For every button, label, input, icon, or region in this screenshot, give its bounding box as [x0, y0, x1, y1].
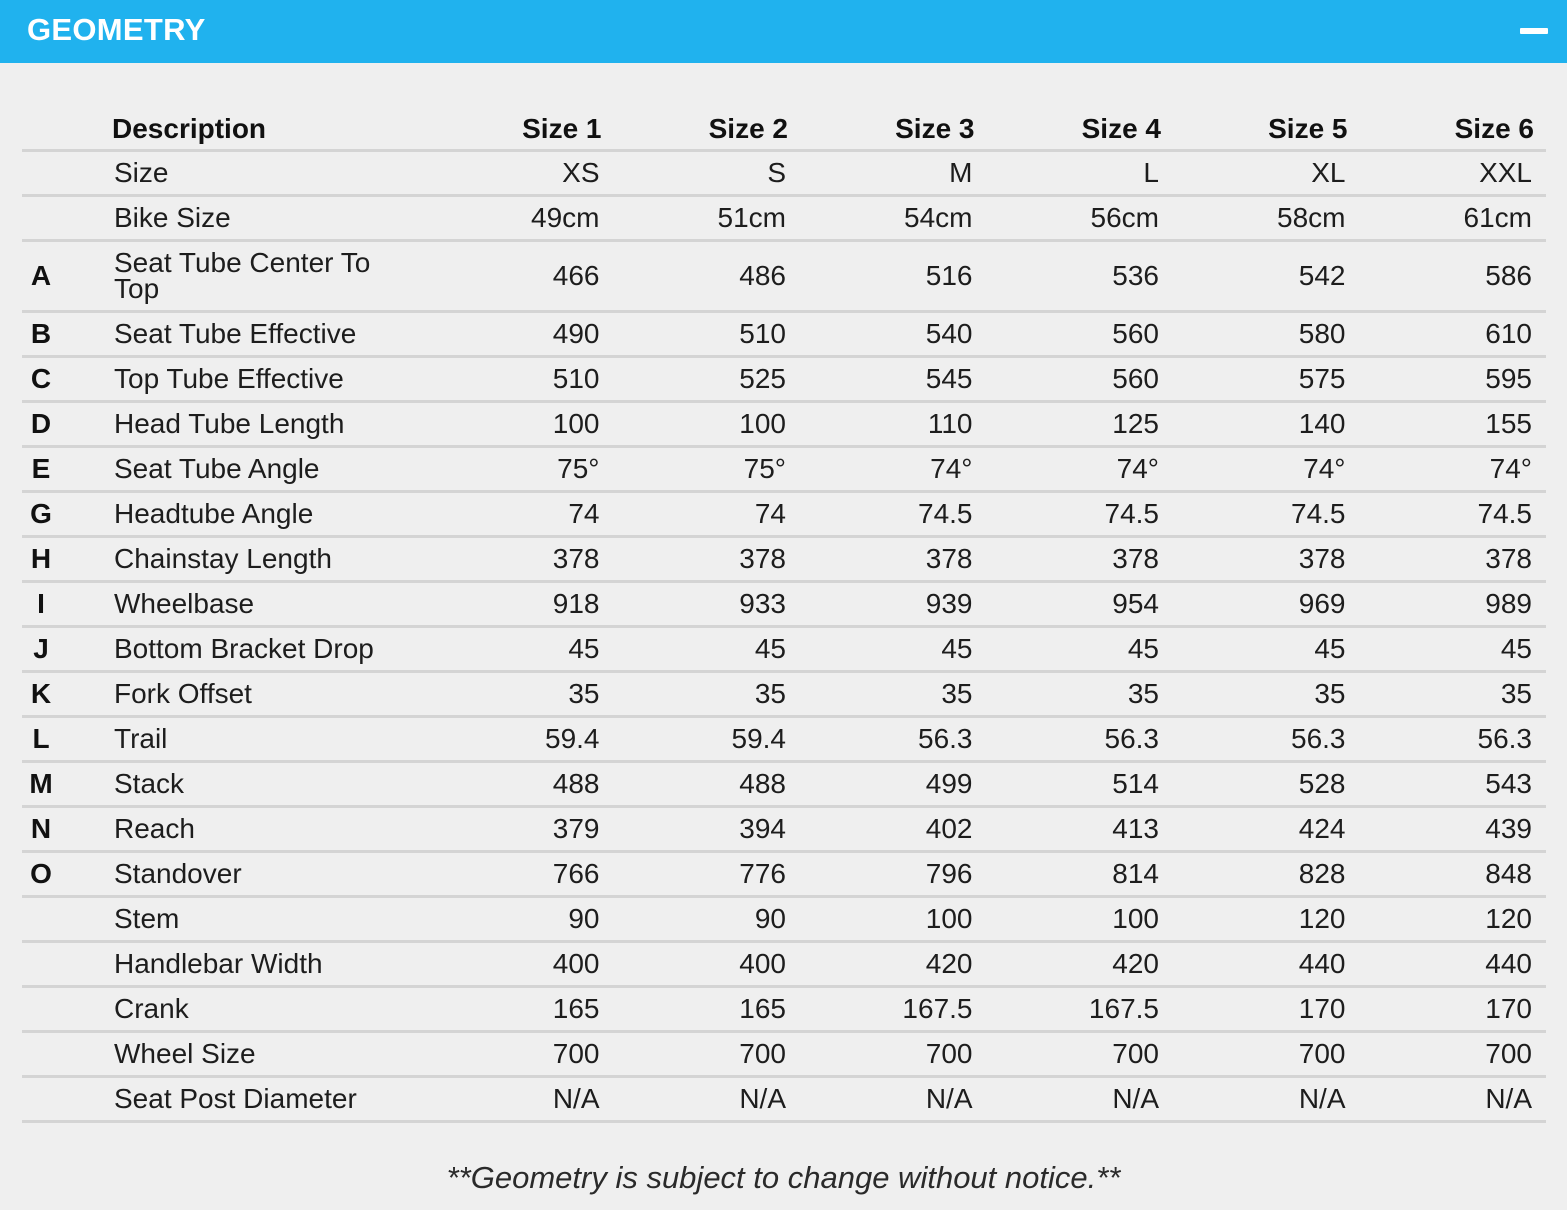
- geometry-section-header[interactable]: [0, 0, 1567, 63]
- row-letter: H: [22, 537, 112, 582]
- table-row: [22, 151, 1546, 196]
- size-3-value: 540: [800, 312, 987, 357]
- table-row: [22, 312, 1546, 357]
- row-description: Handlebar Width: [112, 942, 427, 987]
- size-1-value: 918: [427, 582, 614, 627]
- size-4-value: 560: [987, 312, 1174, 357]
- size-6-value: XXL: [1360, 151, 1547, 196]
- row-letter: I: [22, 582, 112, 627]
- row-letter: B: [22, 312, 112, 357]
- row-letter: [22, 987, 112, 1032]
- size-5-value: 580: [1173, 312, 1360, 357]
- size-5-value: 74°: [1173, 447, 1360, 492]
- table-row: [22, 627, 1546, 672]
- size-6-value: 595: [1360, 357, 1547, 402]
- size-2-value: 510: [614, 312, 801, 357]
- size-3-value: 499: [800, 762, 987, 807]
- size-5-value: 56.3: [1173, 717, 1360, 762]
- size-2-value: 394: [614, 807, 801, 852]
- row-letter: E: [22, 447, 112, 492]
- size-1-value: 378: [427, 537, 614, 582]
- size-6-value: 543: [1360, 762, 1547, 807]
- table-row: [22, 492, 1546, 537]
- size-4-value: 167.5: [987, 987, 1174, 1032]
- size-4-value: 100: [987, 897, 1174, 942]
- size-3-value: 939: [800, 582, 987, 627]
- size-2-value: 59.4: [614, 717, 801, 762]
- row-description: Seat Tube Angle: [112, 447, 427, 492]
- row-letter: [22, 196, 112, 241]
- table-row: [22, 942, 1546, 987]
- row-letter: G: [22, 492, 112, 537]
- size-4-value: 56cm: [987, 196, 1174, 241]
- size-6-value: 439: [1360, 807, 1547, 852]
- column-header-size-6: Size 6: [1360, 102, 1547, 151]
- column-header-size-4: Size 4: [987, 102, 1174, 151]
- size-1-value: 45: [427, 627, 614, 672]
- size-1-value: XS: [427, 151, 614, 196]
- row-letter: [22, 942, 112, 987]
- table-body: [22, 151, 1546, 1122]
- size-3-value: 420: [800, 942, 987, 987]
- row-description: Bottom Bracket Drop: [112, 627, 427, 672]
- size-5-value: 424: [1173, 807, 1360, 852]
- size-5-value: 170: [1173, 987, 1360, 1032]
- row-description: Wheel Size: [112, 1032, 427, 1077]
- size-1-value: 466: [427, 241, 614, 312]
- row-description: Seat Tube Center To Top: [112, 241, 427, 312]
- size-1-value: 379: [427, 807, 614, 852]
- column-header-size-2: Size 2: [614, 102, 801, 151]
- row-letter: K: [22, 672, 112, 717]
- size-2-value: S: [614, 151, 801, 196]
- minus-icon: [1520, 28, 1548, 34]
- table-row: [22, 762, 1546, 807]
- size-5-value: 140: [1173, 402, 1360, 447]
- table-row: [22, 852, 1546, 897]
- size-3-value: 74.5: [800, 492, 987, 537]
- size-2-value: 35: [614, 672, 801, 717]
- size-6-value: 120: [1360, 897, 1547, 942]
- size-2-value: 90: [614, 897, 801, 942]
- row-letter: [22, 1077, 112, 1122]
- size-6-value: 155: [1360, 402, 1547, 447]
- table-row: [22, 196, 1546, 241]
- column-header-size-5: Size 5: [1173, 102, 1360, 151]
- row-description: Crank: [112, 987, 427, 1032]
- size-5-value: 528: [1173, 762, 1360, 807]
- size-1-value: 59.4: [427, 717, 614, 762]
- size-2-value: 486: [614, 241, 801, 312]
- size-5-value: 58cm: [1173, 196, 1360, 241]
- size-4-value: L: [987, 151, 1174, 196]
- row-description: Head Tube Length: [112, 402, 427, 447]
- row-description: Seat Tube Effective: [112, 312, 427, 357]
- row-letter: J: [22, 627, 112, 672]
- row-description: Wheelbase: [112, 582, 427, 627]
- size-3-value: 74°: [800, 447, 987, 492]
- table-row: [22, 582, 1546, 627]
- size-3-value: 100: [800, 897, 987, 942]
- row-letter: O: [22, 852, 112, 897]
- size-1-value: 400: [427, 942, 614, 987]
- size-6-value: 378: [1360, 537, 1547, 582]
- size-6-value: 74.5: [1360, 492, 1547, 537]
- table-row: [22, 1077, 1546, 1122]
- size-4-value: 814: [987, 852, 1174, 897]
- size-4-value: 45: [987, 627, 1174, 672]
- size-2-value: 378: [614, 537, 801, 582]
- size-4-value: N/A: [987, 1077, 1174, 1122]
- size-4-value: 536: [987, 241, 1174, 312]
- size-2-value: 525: [614, 357, 801, 402]
- size-6-value: 610: [1360, 312, 1547, 357]
- size-3-value: 54cm: [800, 196, 987, 241]
- table-row: [22, 241, 1546, 312]
- size-1-value: 74: [427, 492, 614, 537]
- row-letter: [22, 151, 112, 196]
- size-4-value: 56.3: [987, 717, 1174, 762]
- size-6-value: 74°: [1360, 447, 1547, 492]
- row-description: Seat Post Diameter: [112, 1077, 427, 1122]
- size-3-value: 45: [800, 627, 987, 672]
- row-description: Reach: [112, 807, 427, 852]
- size-3-value: 110: [800, 402, 987, 447]
- size-1-value: 700: [427, 1032, 614, 1077]
- size-6-value: 848: [1360, 852, 1547, 897]
- row-letter: A: [22, 241, 112, 312]
- row-description: Stem: [112, 897, 427, 942]
- size-4-value: 125: [987, 402, 1174, 447]
- size-4-value: 378: [987, 537, 1174, 582]
- size-4-value: 35: [987, 672, 1174, 717]
- column-header-size-1: Size 1: [427, 102, 614, 151]
- size-3-value: 516: [800, 241, 987, 312]
- size-4-value: 514: [987, 762, 1174, 807]
- size-6-value: 170: [1360, 987, 1547, 1032]
- collapse-button[interactable]: [1507, 0, 1567, 63]
- row-letter: M: [22, 762, 112, 807]
- table-row: [22, 1032, 1546, 1077]
- size-3-value: 402: [800, 807, 987, 852]
- row-description: Top Tube Effective: [112, 357, 427, 402]
- size-3-value: 796: [800, 852, 987, 897]
- size-3-value: M: [800, 151, 987, 196]
- column-header-size-3: Size 3: [800, 102, 987, 151]
- row-letter: [22, 1032, 112, 1077]
- size-1-value: 49cm: [427, 196, 614, 241]
- size-5-value: 120: [1173, 897, 1360, 942]
- size-5-value: 45: [1173, 627, 1360, 672]
- size-2-value: 776: [614, 852, 801, 897]
- size-5-value: 542: [1173, 241, 1360, 312]
- size-5-value: 828: [1173, 852, 1360, 897]
- size-1-value: 75°: [427, 447, 614, 492]
- row-description: Trail: [112, 717, 427, 762]
- row-letter: N: [22, 807, 112, 852]
- table-row: [22, 537, 1546, 582]
- letter-column-header: [22, 102, 112, 151]
- size-2-value: 933: [614, 582, 801, 627]
- row-letter: C: [22, 357, 112, 402]
- size-1-value: 488: [427, 762, 614, 807]
- size-1-value: 490: [427, 312, 614, 357]
- size-5-value: XL: [1173, 151, 1360, 196]
- size-3-value: 56.3: [800, 717, 987, 762]
- column-header-description: Description: [112, 102, 427, 151]
- row-description: Size: [112, 151, 427, 196]
- size-2-value: 400: [614, 942, 801, 987]
- size-1-value: 165: [427, 987, 614, 1032]
- size-6-value: 586: [1360, 241, 1547, 312]
- row-letter: D: [22, 402, 112, 447]
- table-row: [22, 402, 1546, 447]
- size-6-value: 61cm: [1360, 196, 1547, 241]
- size-2-value: 45: [614, 627, 801, 672]
- table-row: [22, 717, 1546, 762]
- row-description: Chainstay Length: [112, 537, 427, 582]
- size-6-value: 56.3: [1360, 717, 1547, 762]
- size-6-value: 989: [1360, 582, 1547, 627]
- size-3-value: N/A: [800, 1077, 987, 1122]
- row-letter: L: [22, 717, 112, 762]
- size-1-value: 510: [427, 357, 614, 402]
- size-6-value: 440: [1360, 942, 1547, 987]
- table-row: [22, 807, 1546, 852]
- footnote: **Geometry is subject to change without notice.**: [446, 1160, 1121, 1195]
- size-1-value: N/A: [427, 1077, 614, 1122]
- size-4-value: 413: [987, 807, 1174, 852]
- size-3-value: 700: [800, 1032, 987, 1077]
- row-description: Headtube Angle: [112, 492, 427, 537]
- size-5-value: 378: [1173, 537, 1360, 582]
- size-4-value: 74.5: [987, 492, 1174, 537]
- size-2-value: 100: [614, 402, 801, 447]
- row-description: Stack: [112, 762, 427, 807]
- row-description: Bike Size: [112, 196, 427, 241]
- size-2-value: 75°: [614, 447, 801, 492]
- size-4-value: 74°: [987, 447, 1174, 492]
- size-3-value: 35: [800, 672, 987, 717]
- size-2-value: 700: [614, 1032, 801, 1077]
- table-header-row: [22, 102, 1546, 151]
- size-5-value: 74.5: [1173, 492, 1360, 537]
- size-2-value: 165: [614, 987, 801, 1032]
- size-4-value: 700: [987, 1032, 1174, 1077]
- table-row: [22, 897, 1546, 942]
- size-2-value: 74: [614, 492, 801, 537]
- size-2-value: 51cm: [614, 196, 801, 241]
- table-row: [22, 987, 1546, 1032]
- size-1-value: 100: [427, 402, 614, 447]
- size-3-value: 378: [800, 537, 987, 582]
- size-5-value: 575: [1173, 357, 1360, 402]
- size-2-value: 488: [614, 762, 801, 807]
- size-3-value: 167.5: [800, 987, 987, 1032]
- row-description: Fork Offset: [112, 672, 427, 717]
- size-5-value: 440: [1173, 942, 1360, 987]
- size-4-value: 420: [987, 942, 1174, 987]
- table-row: [22, 672, 1546, 717]
- size-1-value: 766: [427, 852, 614, 897]
- size-4-value: 954: [987, 582, 1174, 627]
- size-1-value: 35: [427, 672, 614, 717]
- size-6-value: 700: [1360, 1032, 1547, 1077]
- size-4-value: 560: [987, 357, 1174, 402]
- size-5-value: N/A: [1173, 1077, 1360, 1122]
- size-6-value: 35: [1360, 672, 1547, 717]
- section-title: GEOMETRY: [27, 12, 206, 47]
- size-1-value: 90: [427, 897, 614, 942]
- size-5-value: 35: [1173, 672, 1360, 717]
- size-2-value: N/A: [614, 1077, 801, 1122]
- table-row: [22, 447, 1546, 492]
- geometry-table: [22, 102, 1546, 1123]
- size-5-value: 700: [1173, 1032, 1360, 1077]
- row-letter: [22, 897, 112, 942]
- size-5-value: 969: [1173, 582, 1360, 627]
- size-6-value: 45: [1360, 627, 1547, 672]
- table-row: [22, 357, 1546, 402]
- row-description: Standover: [112, 852, 427, 897]
- size-3-value: 545: [800, 357, 987, 402]
- size-6-value: N/A: [1360, 1077, 1547, 1122]
